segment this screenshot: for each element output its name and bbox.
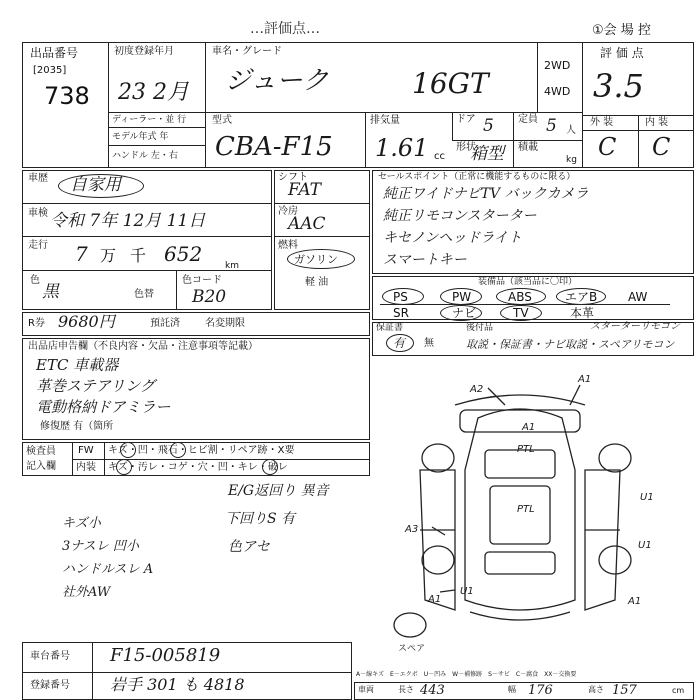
exterior-label: 外 装 — [590, 117, 614, 128]
front-hood — [460, 410, 580, 432]
mark-a3: A3 — [405, 524, 419, 535]
equip-tv: TV — [513, 306, 529, 320]
wheel-rear-left — [422, 546, 454, 574]
registration-value: 23 2月 — [118, 80, 189, 105]
mileage-sen-unit: 千 — [130, 246, 147, 265]
equipment-label: 装備品（該当品に〇印） — [478, 277, 578, 287]
body-outline — [465, 409, 575, 610]
lot-number: 738 — [44, 82, 90, 110]
inspector-label-2: 記入欄 — [26, 461, 56, 472]
color-code-label: 色コード — [182, 275, 222, 286]
sales-point-1: 純正ワイドナビTV バックカメラ — [383, 186, 589, 202]
venue-label: ①会 場 控 — [592, 23, 651, 38]
displacement-value: 1.61 — [375, 134, 429, 162]
wheel-rear-right — [599, 546, 631, 574]
equip-abs: ABS — [508, 290, 532, 304]
capacity-label: 定員 — [518, 114, 538, 125]
right-side — [585, 470, 620, 610]
comment-6: ハンドルスレ A — [62, 562, 154, 577]
inspection-value: 令和 7年 12月 11日 — [50, 211, 206, 231]
notes-line-2: 革巻ステアリング — [36, 377, 155, 395]
in-label: 内装 — [76, 462, 96, 473]
equip-sr: SR — [393, 306, 409, 320]
spare-label: スペア — [398, 644, 426, 654]
dims-unit: cm — [672, 686, 685, 695]
comment-7: 社外AW — [62, 585, 111, 600]
drive-2wd: 2WD — [544, 59, 571, 72]
vehicle-label: 車両 — [358, 685, 374, 694]
inspector-label-1: 検査員 — [26, 446, 56, 457]
wheel-front-right — [599, 444, 631, 472]
after-value: スターターリモコン — [590, 321, 680, 332]
mark-ptl-1: PTL — [517, 444, 535, 455]
mark-a2: A2 — [470, 384, 484, 395]
mileage-sen: 652 — [164, 242, 203, 266]
equip-ps: PS — [393, 290, 408, 304]
after-list: 取説・保証書・ナビ取説・スペアリモコン — [466, 338, 675, 351]
height-label: 高さ — [588, 685, 604, 694]
length-label: 長さ — [398, 685, 414, 694]
capacity-unit: 人 — [566, 125, 576, 136]
color-value: 黒 — [42, 282, 59, 302]
fw-text: キズ・凹・飛石・ヒビ割・リペア跡・X要 — [108, 445, 295, 456]
width-value: 176 — [528, 683, 553, 698]
handle-label: ハンドル 左・右 — [112, 151, 178, 161]
legend-text: A－線キズ E－エクボ U－凹み W－補修跡 S－サビ C－腐食 XX－交換要 — [356, 671, 577, 678]
aircon-value: AAC — [288, 214, 326, 234]
registration-label: 初度登録年月 — [114, 46, 174, 57]
front-bumper — [455, 395, 585, 405]
sales-points-label: セールスポイント（正常に機能するものに限る） — [378, 172, 576, 182]
equip-pw: PW — [452, 290, 472, 304]
shape-label: 形状 — [456, 142, 476, 153]
sales-point-4: スマートキー — [383, 252, 467, 268]
score-value: 3.5 — [593, 67, 644, 105]
exterior-value: C — [598, 133, 617, 161]
mark-a1-top: A1 — [578, 374, 592, 385]
wheel-front-left — [422, 444, 454, 472]
tax-deposit-label: 預託済 — [150, 318, 180, 329]
car-name: ジューク — [225, 66, 329, 96]
lot-label: 出品番号 — [30, 46, 79, 60]
left-side — [420, 470, 455, 610]
chassis-label: 車台番号 — [30, 651, 70, 662]
equip-leather: 本革 — [570, 306, 595, 320]
car-history-label: 車歴 — [28, 173, 48, 184]
shape-value: 箱型 — [470, 144, 504, 164]
tax-label: R券 — [28, 318, 45, 329]
plate-label: 登録番号 — [30, 680, 70, 691]
comment-4: キズ小 — [62, 516, 101, 531]
after-label: 後付品 — [466, 323, 494, 333]
mark-a1-rear: A1 — [628, 596, 642, 607]
shift-value: FAT — [288, 180, 322, 200]
lot-sub: [2035] — [33, 65, 67, 76]
comment-1: E/G返回り 異音 — [228, 483, 329, 499]
notes-line-3: 電動格納ドアミラー — [36, 398, 171, 416]
tax-transfer-label: 名変期限 — [205, 318, 245, 329]
score-label: 評 価 点 — [600, 46, 644, 60]
dealer-label: ディーラー・並 行 — [112, 115, 187, 125]
interior-label: 内 装 — [645, 117, 669, 128]
car-history-value: 自家用 — [70, 175, 121, 195]
doors-label: ドア — [456, 114, 476, 125]
model-type-label: 型式 — [212, 115, 232, 126]
notes-line-1: ETC 車載器 — [36, 356, 119, 374]
color-label: 色 — [30, 275, 40, 286]
model-type-value: CBA-F15 — [215, 132, 333, 162]
displacement-label: 排気量 — [370, 115, 400, 126]
capacity-value: 5 — [546, 116, 557, 136]
mark-u1-right-2: U1 — [638, 540, 652, 551]
width-label: 幅 — [508, 685, 516, 694]
warranty-label: 保証書 — [376, 323, 404, 333]
chassis-value: F15-005819 — [110, 645, 221, 666]
doors-value: 5 — [483, 116, 494, 136]
aircon-label: 冷房 — [278, 206, 298, 217]
model-year-label: モデル年式 年 — [112, 132, 169, 142]
car-grade: 16GT — [412, 67, 489, 100]
in-text: キズ・汚レ・コゲ・穴・凹・キレ・破レ — [108, 462, 288, 473]
height-value: 157 — [612, 683, 637, 698]
fuel-label: 燃料 — [278, 240, 298, 251]
mileage-man-unit: 万 — [100, 246, 117, 265]
mark-u1-bottom: U1 — [460, 586, 474, 597]
repair-label: 修復歴 有（箇所 — [40, 421, 114, 432]
drive-4wd: 4WD — [544, 85, 571, 98]
rear-bumper — [470, 612, 570, 620]
color-code-value: B20 — [192, 287, 227, 307]
sales-point-3: キセノンヘッドライト — [383, 230, 522, 246]
load-unit: kg — [566, 155, 577, 165]
warranty-yes: 有 — [393, 336, 406, 350]
mark-a1-left: A1 — [428, 594, 442, 605]
mileage-label: 走行 — [28, 240, 48, 251]
comment-5: 3ナスレ 凹小 — [62, 539, 139, 554]
equip-airbag: エアB — [565, 290, 598, 304]
top-block — [22, 42, 694, 168]
fw-label: FW — [78, 445, 94, 456]
rear-window — [485, 552, 555, 574]
comment-3: 色アセ — [228, 539, 270, 555]
color-change-label: 色替 — [134, 289, 154, 300]
car-label: 車名・グレード — [212, 46, 282, 57]
displacement-unit: cc — [434, 151, 445, 162]
fuel-alt: 軽 油 — [305, 277, 329, 288]
mark-a1-hood: A1 — [522, 422, 536, 433]
shift-label: シフト — [278, 172, 308, 183]
mark-u1-right: U1 — [640, 492, 654, 503]
windshield — [485, 450, 555, 478]
mark-ptl-2: PTL — [517, 504, 535, 515]
roof — [490, 486, 550, 544]
mileage-unit: km — [225, 261, 239, 271]
tax-value: 9680円 — [58, 312, 115, 331]
equip-navi: ナビ — [452, 306, 477, 320]
header-title: …評価点… — [250, 21, 320, 37]
mileage-man: 7 — [75, 242, 88, 266]
warranty-no: 無 — [424, 338, 434, 349]
fuel-value: ガソリン — [294, 253, 338, 266]
length-value: 443 — [420, 683, 445, 698]
plate-value: 岩手 301 も 4818 — [110, 675, 245, 694]
sales-point-2: 純正リモコンスターター — [383, 208, 537, 224]
load-label: 積載 — [518, 142, 538, 153]
comment-2: 下回りS 有 — [225, 511, 296, 527]
spare-tire — [394, 613, 426, 637]
interior-value: C — [652, 133, 671, 161]
notes-label: 出品店申告欄（不良内容・欠品・注意事項等記載） — [28, 341, 258, 352]
equip-aw: AW — [628, 290, 648, 304]
inspection-label: 車検 — [28, 208, 48, 219]
